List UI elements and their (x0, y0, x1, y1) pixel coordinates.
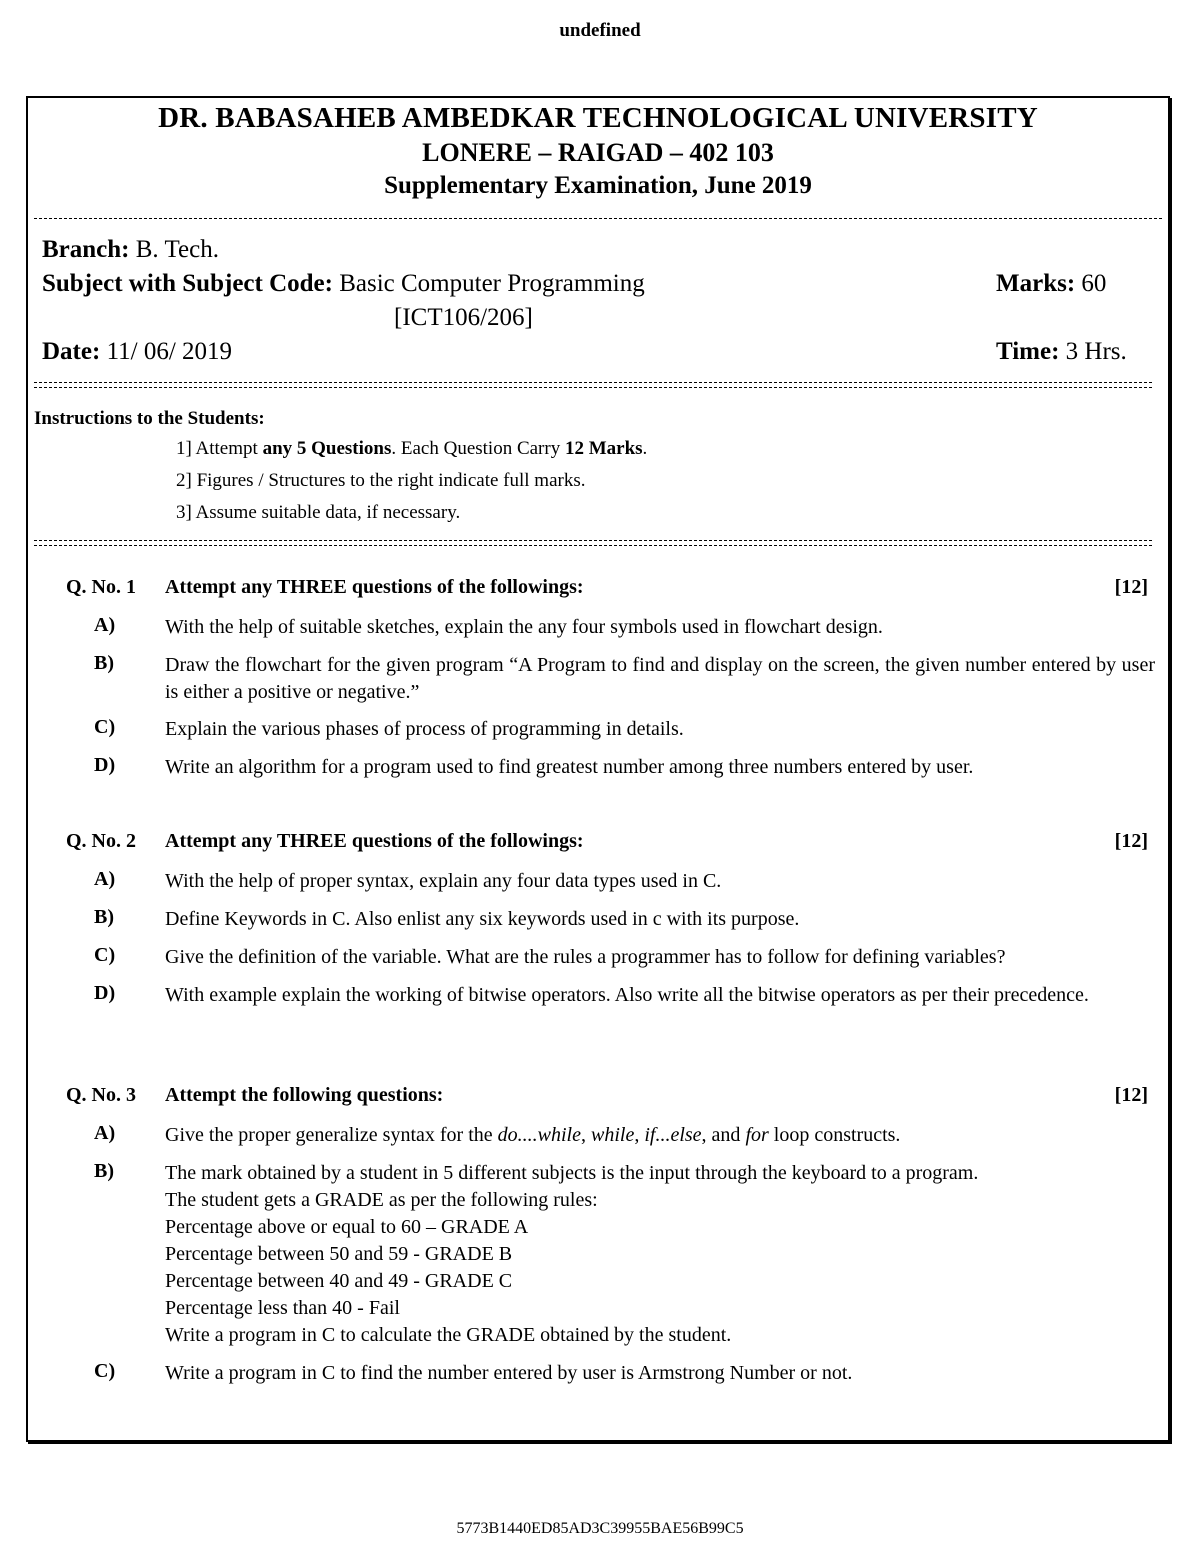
branch-value: B. Tech. (129, 236, 219, 263)
branch-label: Branch: (42, 236, 130, 263)
q3-a-text (165, 1122, 1155, 1149)
marks-line (996, 270, 1106, 298)
q2-a-text: With the help of proper syntax, explain any four data types used in C. (165, 870, 722, 892)
q1-c-label: C) (94, 716, 116, 738)
q3-a-part: , and (701, 1124, 746, 1146)
q3-b-line: Percentage less than 40 - Fail (165, 1297, 400, 1319)
q1-b-text: Draw the flowchart for the given program “A Program to find and display on the screen, the given number entered by user is either a positive or negative.” (165, 654, 1155, 703)
q1-b-label: B) (94, 652, 114, 674)
instruction-3: 3] Assume suitable data, if necessary. (176, 502, 461, 523)
header-divider (34, 218, 1162, 219)
branch-line (42, 236, 219, 264)
date-line (42, 338, 232, 366)
exam-title: Supplementary Examination, June 2019 (384, 172, 812, 199)
q3-b-label: B) (94, 1160, 114, 1182)
instruction-1-text-3: . (642, 438, 648, 459)
q3-a-label: A) (94, 1122, 116, 1144)
document-hash-footer: 5773B1440ED85AD3C39955BAE56B99C5 (456, 1520, 744, 1537)
instruction-1 (176, 438, 647, 460)
q3-a-part: loop constructs. (768, 1124, 901, 1146)
q3-b-line: Write a program in C to calculate the GRADE obtained by the student. (165, 1324, 732, 1346)
q2-d-label: D) (94, 982, 116, 1004)
instruction-1-text: 1] Attempt (176, 438, 263, 459)
exam-paper-frame (26, 96, 1170, 1442)
q3-a-keyword: if...else (644, 1124, 702, 1146)
marks-label: Marks: (996, 270, 1076, 297)
q2-b-label: B) (94, 906, 114, 928)
q2-title: Attempt any THREE questions of the followings: (165, 830, 584, 852)
q3-a-part: , (634, 1124, 645, 1146)
subject-line (42, 270, 645, 298)
q3-b-line: Percentage between 50 and 59 - GRADE B (165, 1243, 513, 1265)
q2-b-text: Define Keywords in C. Also enlist any six keywords used in c with its purpose. (165, 908, 800, 930)
q3-a-keyword: while (590, 1124, 635, 1146)
university-address: LONERE – RAIGAD – 402 103 (422, 138, 774, 167)
q3-b-line: Percentage between 40 and 49 - GRADE C (165, 1270, 513, 1292)
page-header-label: undefined (559, 20, 641, 41)
q2-d-text: With example explain the working of bitwise operators. Also write all the bitwise operators as per their precedence. (165, 984, 1089, 1006)
instructions-title: Instructions to the Students: (34, 408, 265, 429)
q3-a-keyword: for (745, 1124, 769, 1146)
q3-a-part: Give the proper generalize syntax for the (165, 1124, 498, 1146)
q3-a-part: , (580, 1124, 591, 1146)
university-name: DR. BABASAHEB AMBEDKAR TECHNOLOGICAL UNIVERSITY (158, 102, 1038, 134)
meta-divider (34, 382, 1152, 388)
instruction-1-text-2: . Each Question Carry (391, 438, 565, 459)
q2-marks: [12] (1114, 830, 1148, 852)
q3-c-label: C) (94, 1360, 116, 1382)
q3-b-line: The student gets a GRADE as per the following rules: (165, 1189, 598, 1211)
q1-d-label: D) (94, 754, 116, 776)
q2-c-text: Give the definition of the variable. What are the rules a programmer has to follow for defining variables? (165, 946, 1006, 968)
instruction-1-bold: any 5 Questions (262, 438, 392, 459)
q3-b-line: Percentage above or equal to 60 – GRADE A (165, 1216, 529, 1238)
q2-number: Q. No. 2 (66, 830, 136, 852)
q1-title: Attempt any THREE questions of the followings: (165, 576, 584, 598)
date-value: 11/ 06/ 2019 (100, 338, 233, 365)
subject-code: [ICT106/206] (394, 304, 533, 331)
q2-a-label: A) (94, 868, 116, 890)
subject-label: Subject with Subject Code: (42, 270, 333, 297)
q3-b-line: The mark obtained by a student in 5 different subjects is the input through the keyboard to a program. (165, 1162, 979, 1184)
date-label: Date: (42, 338, 101, 365)
time-value: 3 Hrs. (1059, 338, 1127, 365)
q3-a-keyword: do....while (497, 1124, 581, 1146)
q3-b-text (165, 1160, 1155, 1349)
q1-number: Q. No. 1 (66, 576, 136, 598)
q3-title: Attempt the following questions: (165, 1084, 444, 1106)
q3-marks: [12] (1114, 1084, 1148, 1106)
instruction-1-bold-2: 12 Marks (564, 438, 643, 459)
q1-c-text: Explain the various phases of process of programming in details. (165, 718, 684, 740)
q1-d-text: Write an algorithm for a program used to find greatest number among three numbers entered by user. (165, 756, 974, 778)
marks-value: 60 (1075, 270, 1107, 297)
instructions-divider (34, 540, 1152, 546)
q1-marks: [12] (1114, 576, 1148, 598)
q1-a-label: A) (94, 614, 116, 636)
q1-a-text: With the help of suitable sketches, explain the any four symbols used in flowchart design. (165, 616, 883, 638)
time-line (996, 338, 1127, 366)
q3-c-text: Write a program in C to find the number entered by user is Armstrong Number or not. (165, 1362, 853, 1384)
instruction-2: 2] Figures / Structures to the right indicate full marks. (176, 470, 586, 491)
q3-number: Q. No. 3 (66, 1084, 136, 1106)
time-label: Time: (996, 338, 1060, 365)
subject-value: Basic Computer Programming (332, 270, 645, 297)
q2-c-label: C) (94, 944, 116, 966)
